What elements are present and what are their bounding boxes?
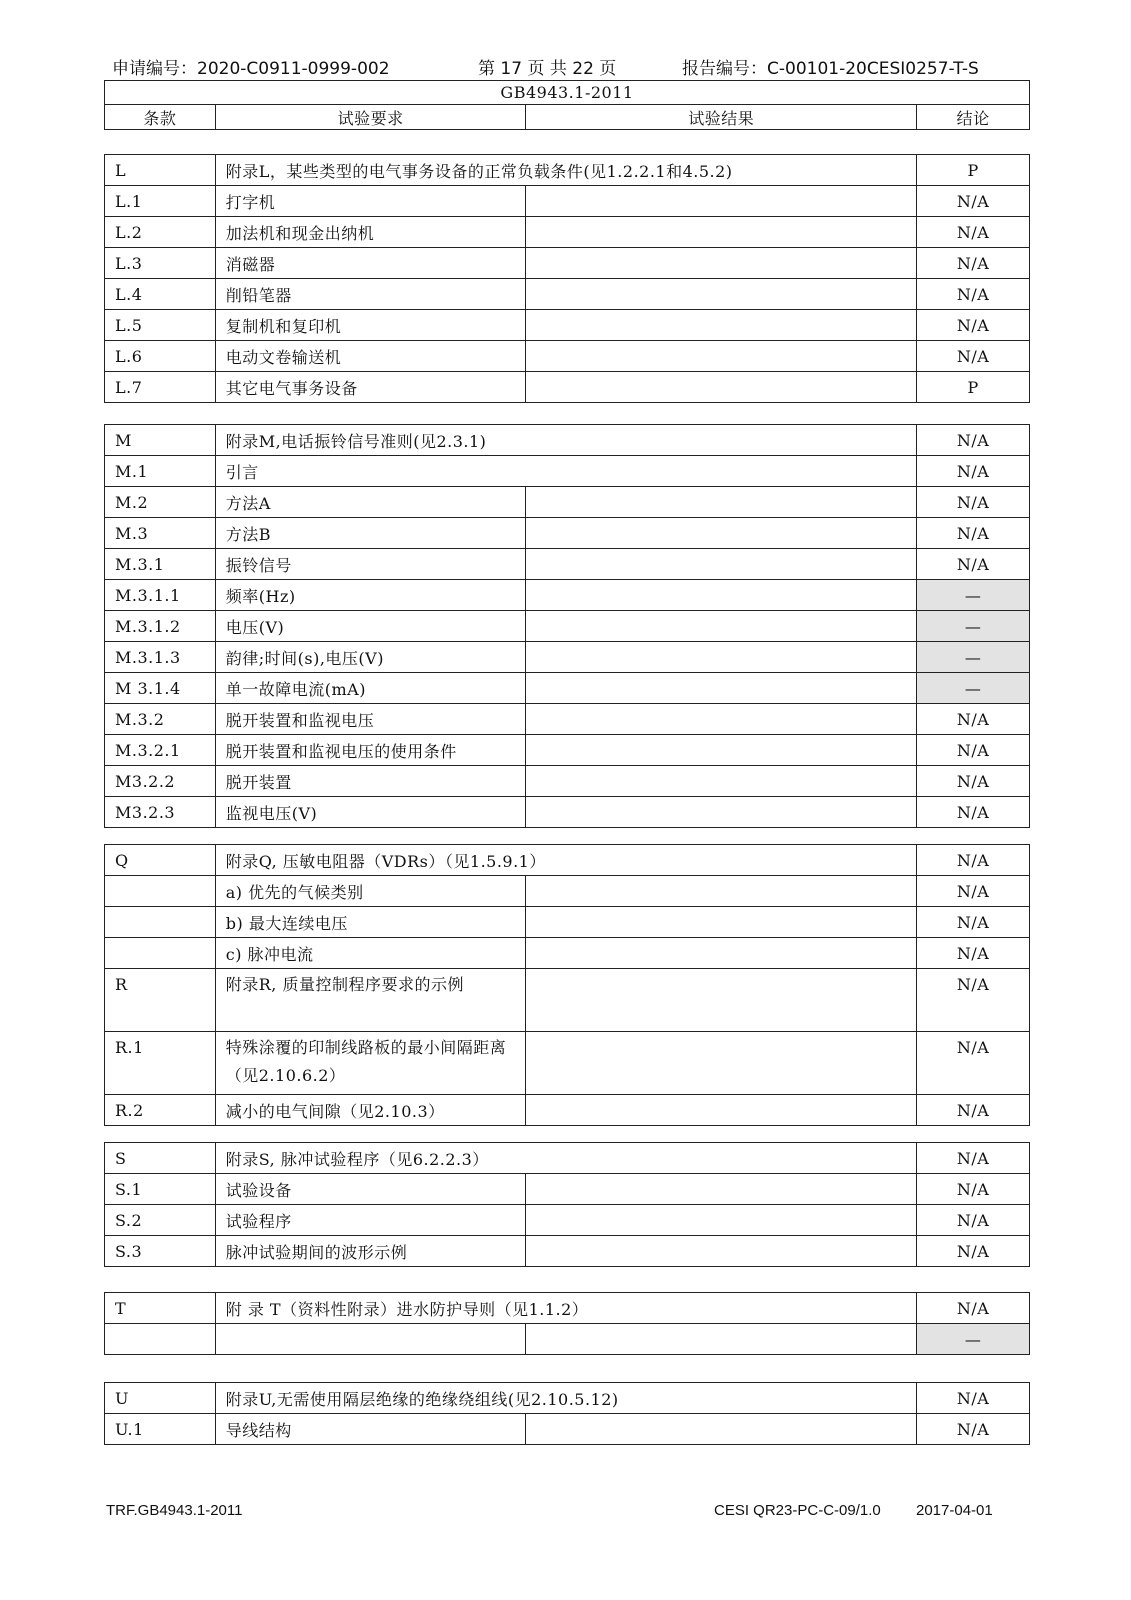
table-row <box>105 372 1030 403</box>
requirement-cell: 特殊涂覆的印制线路板的最小间隔距离（见2.10.6.2） <box>215 1032 526 1095</box>
result-cell <box>526 1205 917 1236</box>
table-row <box>105 642 1030 673</box>
table-row <box>105 310 1030 341</box>
clause-cell: S <box>105 1143 216 1174</box>
result-cell <box>526 611 917 642</box>
requirement-cell: 脉冲试验期间的波形示例 <box>215 1236 526 1267</box>
requirement-cell: 复制机和复印机 <box>215 310 526 341</box>
table-row <box>105 155 1030 186</box>
requirement-cell: 减小的电气间隙（见2.10.3） <box>215 1095 526 1126</box>
verdict-cell: N/A <box>917 186 1030 217</box>
clause-cell: Q <box>105 845 216 876</box>
col-result-header: 试验结果 <box>526 105 917 130</box>
requirement-cell: 监视电压(V) <box>215 797 526 828</box>
result-cell <box>526 1236 917 1267</box>
verdict-cell: N/A <box>917 735 1030 766</box>
verdict-cell: N/A <box>917 704 1030 735</box>
table-row <box>105 1174 1030 1205</box>
clause-cell: L.5 <box>105 310 216 341</box>
table-row <box>105 876 1030 907</box>
requirement-cell: 方法A <box>215 487 526 518</box>
result-cell <box>526 1414 917 1445</box>
clause-cell: M3.2.2 <box>105 766 216 797</box>
form-id: TRF.GB4943.1-2011 <box>106 1502 243 1519</box>
section-table <box>104 1292 1030 1355</box>
result-cell <box>526 1095 917 1126</box>
clause-cell: L.2 <box>105 217 216 248</box>
verdict-cell: N/A <box>917 1293 1030 1324</box>
verdict-cell: N/A <box>917 1383 1030 1414</box>
clause-cell: R.1 <box>105 1032 216 1095</box>
application-number: 申请编号：2020-C0911-0999-002 <box>112 59 390 79</box>
verdict-cell: N/A <box>917 1174 1030 1205</box>
clause-cell: M 3.1.4 <box>105 673 216 704</box>
requirement-cell: 方法B <box>215 518 526 549</box>
table-row <box>105 611 1030 642</box>
page-header <box>0 54 1131 80</box>
verdict-cell: N/A <box>917 876 1030 907</box>
requirement-cell: 电动文卷输送机 <box>215 341 526 372</box>
table-row <box>105 425 1030 456</box>
result-cell <box>526 549 917 580</box>
section-table <box>104 424 1030 828</box>
result-cell <box>526 248 917 279</box>
table-row <box>105 907 1030 938</box>
requirement-cell: 频率(Hz) <box>215 580 526 611</box>
verdict-cell: N/A <box>917 487 1030 518</box>
clause-cell: M.3.2 <box>105 704 216 735</box>
result-cell <box>526 1032 917 1095</box>
clause-cell: M3.2.3 <box>105 797 216 828</box>
result-cell <box>526 186 917 217</box>
table-row <box>105 1383 1030 1414</box>
clause-cell: M.3.2.1 <box>105 735 216 766</box>
table-row <box>105 1293 1030 1324</box>
verdict-cell: N/A <box>917 969 1030 1032</box>
result-cell <box>526 938 917 969</box>
result-cell <box>526 217 917 248</box>
verdict-cell: N/A <box>917 766 1030 797</box>
verdict-cell: N/A <box>917 1236 1030 1267</box>
result-cell <box>526 310 917 341</box>
table-row <box>105 1205 1030 1236</box>
col-clause-header: 条款 <box>105 105 216 130</box>
verdict-cell: N/A <box>917 456 1030 487</box>
report-number: 报告编号：C-00101-20CESI0257-T-S <box>682 59 979 79</box>
requirement-cell: b) 最大连续电压 <box>215 907 526 938</box>
result-cell <box>526 487 917 518</box>
requirement-cell: c) 脉冲电流 <box>215 938 526 969</box>
verdict-cell: N/A <box>917 549 1030 580</box>
table-row <box>105 735 1030 766</box>
table-row <box>105 518 1030 549</box>
table-row <box>105 248 1030 279</box>
verdict-cell: N/A <box>917 797 1030 828</box>
verdict-cell: N/A <box>917 1205 1030 1236</box>
verdict-cell: N/A <box>917 425 1030 456</box>
table-row <box>105 1414 1030 1445</box>
verdict-cell: N/A <box>917 938 1030 969</box>
section-table <box>104 1142 1030 1267</box>
table-row <box>105 1236 1030 1267</box>
doc-code: CESI QR23-PC-C-09/1.0 <box>714 1502 881 1519</box>
clause-cell: S.3 <box>105 1236 216 1267</box>
table-row <box>105 1324 1030 1355</box>
requirement-cell: 附录S, 脉冲试验程序（见6.2.2.3） <box>215 1143 916 1174</box>
requirement-cell: 附录L，某些类型的电气事务设备的正常负载条件(见1.2.2.1和4.5.2) <box>215 155 916 186</box>
requirement-cell: 电压(V) <box>215 611 526 642</box>
requirement-cell: 附录Q, 压敏电阻器（VDRs）（见1.5.9.1） <box>215 845 916 876</box>
clause-cell <box>105 876 216 907</box>
clause-cell: L.1 <box>105 186 216 217</box>
clause-cell: U.1 <box>105 1414 216 1445</box>
col-requirement-header: 试验要求 <box>215 105 526 130</box>
page-info: 第 17 页 共 22 页 <box>478 59 617 79</box>
table-row <box>105 797 1030 828</box>
requirement-cell: 脱开装置 <box>215 766 526 797</box>
col-verdict-header: 结论 <box>917 105 1030 130</box>
clause-cell: S.1 <box>105 1174 216 1205</box>
result-cell <box>526 766 917 797</box>
requirement-cell: 导线结构 <box>215 1414 526 1445</box>
clause-cell: U <box>105 1383 216 1414</box>
requirement-cell: 其它电气事务设备 <box>215 372 526 403</box>
result-cell <box>526 580 917 611</box>
clause-cell: M.1 <box>105 456 216 487</box>
result-cell <box>526 642 917 673</box>
clause-cell: R <box>105 969 216 1032</box>
verdict-cell: N/A <box>917 310 1030 341</box>
clause-cell: M.3.1.1 <box>105 580 216 611</box>
section-table <box>104 1382 1030 1445</box>
result-cell <box>526 279 917 310</box>
table-row <box>105 1143 1030 1174</box>
verdict-cell: N/A <box>917 1414 1030 1445</box>
requirement-cell: 脱开装置和监视电压的使用条件 <box>215 735 526 766</box>
clause-cell: T <box>105 1293 216 1324</box>
verdict-cell: N/A <box>917 341 1030 372</box>
verdict-cell: — <box>917 673 1030 704</box>
column-header-table <box>104 80 1030 130</box>
requirement-cell: 附录M,电话振铃信号准则(见2.3.1) <box>215 425 916 456</box>
clause-cell: L.6 <box>105 341 216 372</box>
standard-title: GB4943.1-2011 <box>105 81 1030 105</box>
table-row <box>105 279 1030 310</box>
verdict-cell: N/A <box>917 845 1030 876</box>
verdict-cell: N/A <box>917 1095 1030 1126</box>
clause-cell <box>105 938 216 969</box>
table-row <box>105 766 1030 797</box>
requirement-cell <box>215 1324 526 1355</box>
verdict-cell: — <box>917 580 1030 611</box>
verdict-cell: N/A <box>917 1143 1030 1174</box>
verdict-cell: P <box>917 155 1030 186</box>
table-row <box>105 845 1030 876</box>
requirement-cell: 脱开装置和监视电压 <box>215 704 526 735</box>
table-row <box>105 549 1030 580</box>
requirement-cell: 单一故障电流(mA) <box>215 673 526 704</box>
verdict-cell: N/A <box>917 907 1030 938</box>
clause-cell: L <box>105 155 216 186</box>
verdict-cell: — <box>917 642 1030 673</box>
verdict-cell: N/A <box>917 279 1030 310</box>
result-cell <box>526 1174 917 1205</box>
clause-cell: L.3 <box>105 248 216 279</box>
table-row <box>105 673 1030 704</box>
verdict-cell: P <box>917 372 1030 403</box>
table-row <box>105 341 1030 372</box>
result-cell <box>526 1324 917 1355</box>
requirement-cell: 韵律;时间(s),电压(V) <box>215 642 526 673</box>
result-cell <box>526 969 917 1032</box>
table-row <box>105 217 1030 248</box>
verdict-cell: — <box>917 1324 1030 1355</box>
verdict-cell: N/A <box>917 248 1030 279</box>
table-row <box>105 580 1030 611</box>
clause-cell <box>105 907 216 938</box>
result-cell <box>526 797 917 828</box>
result-cell <box>526 876 917 907</box>
footer-date: 2017-04-01 <box>916 1502 993 1519</box>
requirement-cell: 消磁器 <box>215 248 526 279</box>
clause-cell: L.7 <box>105 372 216 403</box>
verdict-cell: N/A <box>917 1032 1030 1095</box>
requirement-cell: 附 录 T（资料性附录）进水防护导则（见1.1.2） <box>215 1293 916 1324</box>
table-row <box>105 704 1030 735</box>
requirement-cell: 削铅笔器 <box>215 279 526 310</box>
clause-cell <box>105 1324 216 1355</box>
table-row <box>105 938 1030 969</box>
result-cell <box>526 341 917 372</box>
clause-cell: M.3 <box>105 518 216 549</box>
clause-cell: M.3.1.3 <box>105 642 216 673</box>
requirement-cell: 试验程序 <box>215 1205 526 1236</box>
requirement-cell: a) 优先的气候类别 <box>215 876 526 907</box>
section-table <box>104 844 1030 1126</box>
result-cell <box>526 704 917 735</box>
clause-cell: M <box>105 425 216 456</box>
requirement-cell: 振铃信号 <box>215 549 526 580</box>
verdict-cell: N/A <box>917 518 1030 549</box>
clause-cell: M.3.1 <box>105 549 216 580</box>
requirement-cell: 附录U,无需使用隔层绝缘的绝缘绕组线(见2.10.5.12) <box>215 1383 916 1414</box>
result-cell <box>526 673 917 704</box>
verdict-cell: — <box>917 611 1030 642</box>
clause-cell: M.2 <box>105 487 216 518</box>
requirement-cell: 打字机 <box>215 186 526 217</box>
requirement-cell: 加法机和现金出纳机 <box>215 217 526 248</box>
requirement-cell: 引言 <box>215 456 916 487</box>
table-row <box>105 487 1030 518</box>
table-row <box>105 1032 1030 1095</box>
result-cell <box>526 518 917 549</box>
verdict-cell: N/A <box>917 217 1030 248</box>
table-row <box>105 186 1030 217</box>
result-cell <box>526 372 917 403</box>
section-table <box>104 154 1030 403</box>
result-cell <box>526 907 917 938</box>
requirement-cell: 附录R, 质量控制程序要求的示例 <box>215 969 526 1032</box>
table-row <box>105 1095 1030 1126</box>
table-row <box>105 969 1030 1032</box>
requirement-cell: 试验设备 <box>215 1174 526 1205</box>
clause-cell: M.3.1.2 <box>105 611 216 642</box>
clause-cell: R.2 <box>105 1095 216 1126</box>
clause-cell: S.2 <box>105 1205 216 1236</box>
table-row <box>105 456 1030 487</box>
result-cell <box>526 735 917 766</box>
clause-cell: L.4 <box>105 279 216 310</box>
